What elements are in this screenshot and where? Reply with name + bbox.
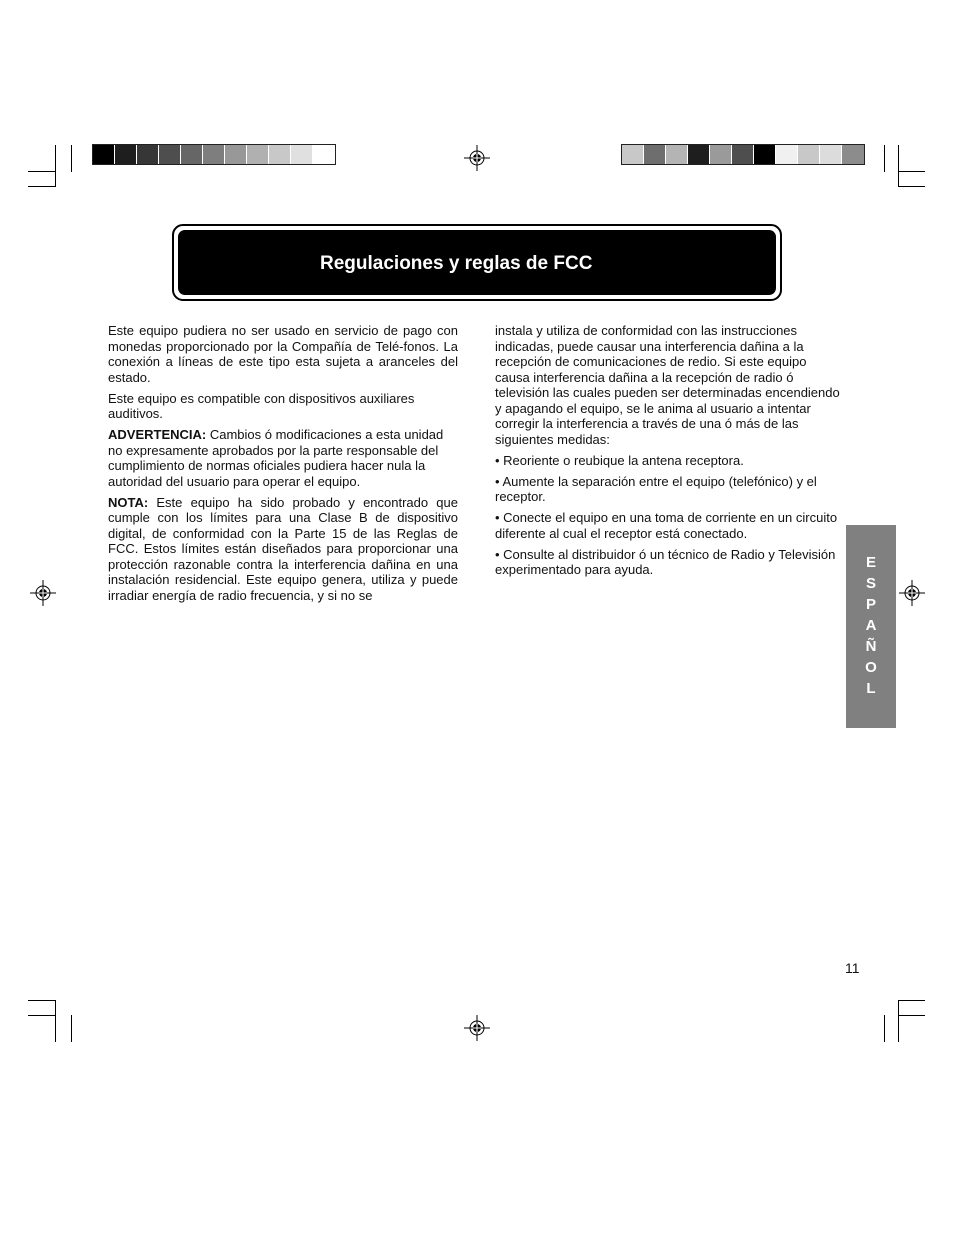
color-swatch bbox=[820, 145, 842, 164]
color-swatch bbox=[666, 145, 688, 164]
language-tab-letter: O bbox=[865, 659, 877, 676]
title-banner-fill bbox=[178, 230, 776, 295]
crop-mark bbox=[55, 1000, 56, 1042]
color-swatch bbox=[776, 145, 798, 164]
crop-mark bbox=[898, 145, 899, 187]
bullet-item: • Consulte al distribuidor ó un técnico de Radio y Televisión experimentado para ayuda. bbox=[495, 546, 836, 577]
left-column bbox=[108, 323, 458, 609]
color-swatch bbox=[115, 145, 137, 164]
color-swatch bbox=[732, 145, 754, 164]
crop-mark bbox=[884, 145, 885, 172]
color-bar-right bbox=[621, 144, 865, 165]
title-banner bbox=[172, 224, 782, 301]
language-tab-letter: E bbox=[865, 554, 876, 571]
language-tab-letter: Ñ bbox=[865, 638, 877, 655]
bullet-item: • Aumente la separación entre el equipo (telefónico) y el receptor. bbox=[495, 473, 817, 504]
color-swatch bbox=[225, 145, 247, 164]
color-swatch bbox=[269, 145, 291, 164]
paragraph: Este equipo pudiera no ser usado en servicio de pago con monedas proporcionado por la Compañía de Telé-fonos. La conexión a líneas de este tipo esta sujeta a aranceles del estado. bbox=[108, 323, 458, 385]
crop-mark bbox=[28, 186, 55, 187]
crop-mark bbox=[28, 171, 55, 172]
color-swatch bbox=[710, 145, 732, 164]
crop-mark bbox=[898, 1015, 925, 1016]
crop-mark bbox=[898, 1000, 925, 1001]
crop-mark bbox=[71, 1015, 72, 1042]
crop-mark bbox=[71, 145, 72, 172]
color-swatch bbox=[159, 145, 181, 164]
color-swatch bbox=[644, 145, 666, 164]
note-text: Este equipo ha sido probado y encontrado que cumple con los límites para una Clase B de dispositivo digital, de conformidad con la Parte 15 de las Reglas de FCC. Estos límites están diseñados para proporcionar una protección razonable contra la interferencia dañina en una instalación residencial. Este equipo genera, utiliza y puede irradiar energía de radio frecuencia, y si no se bbox=[108, 494, 458, 603]
registration-mark-icon bbox=[899, 580, 925, 606]
color-swatch bbox=[622, 145, 644, 164]
crop-mark bbox=[898, 186, 925, 187]
warning-label: ADVERTENCIA: bbox=[108, 427, 207, 442]
bullet-item: • Reoriente o reubique la antena receptora. bbox=[495, 452, 744, 468]
note-paragraph bbox=[108, 495, 458, 604]
crop-mark bbox=[28, 1015, 55, 1016]
language-tab-letter: L bbox=[866, 680, 876, 697]
color-swatch bbox=[313, 145, 335, 164]
color-swatch bbox=[181, 145, 203, 164]
paragraph: Este equipo es compatible con dispositivos auxiliares auditivos. bbox=[108, 390, 415, 421]
page-number: 11 bbox=[845, 960, 860, 976]
color-swatch bbox=[291, 145, 313, 164]
crop-mark bbox=[898, 1000, 899, 1042]
color-swatch bbox=[93, 145, 115, 164]
color-bar-left bbox=[92, 144, 336, 165]
registration-mark-icon bbox=[464, 145, 490, 171]
language-tab-letter: S bbox=[865, 575, 876, 592]
language-tab-letter: A bbox=[865, 617, 877, 634]
warning-text: Cambios ó modificaciones a esta unidad no expresamente aprobados por la parte responsable del cumplimiento de normas oficiales pudiera hacer nula la autoridad del usuario para operar el equipo. bbox=[108, 427, 444, 489]
note-label: NOTA: bbox=[108, 494, 149, 510]
crop-mark bbox=[28, 1000, 55, 1001]
color-swatch bbox=[203, 145, 225, 164]
color-swatch bbox=[842, 145, 864, 164]
color-swatch bbox=[798, 145, 820, 164]
color-swatch bbox=[754, 145, 776, 164]
paragraph: instala y utiliza de conformidad con las instrucciones indicadas, puede causar una interferencia dañina a la recepción de comunicaciones de redio. Si este equipo causa interferencia dañina a la recepción de radio ó televisión las cuales pueden ser determinadas encendiendo y apagando el equipo, se le anima al usuario a intentar corregir la interferencia a través de una ó más de las siguientes medidas: bbox=[495, 323, 840, 447]
language-tab-letter: P bbox=[865, 596, 876, 613]
color-swatch bbox=[247, 145, 269, 164]
page-title: Regulaciones y reglas de FCC bbox=[320, 253, 593, 274]
warning-paragraph bbox=[108, 427, 458, 489]
color-swatch bbox=[137, 145, 159, 164]
crop-mark bbox=[898, 171, 925, 172]
crop-mark bbox=[55, 145, 56, 187]
crop-mark bbox=[884, 1015, 885, 1042]
language-tab bbox=[846, 525, 896, 728]
color-swatch bbox=[688, 145, 710, 164]
right-column bbox=[495, 323, 840, 583]
registration-mark-icon bbox=[30, 580, 56, 606]
registration-mark-icon bbox=[464, 1015, 490, 1041]
bullet-item: • Conecte el equipo en una toma de corriente en un circuito diferente al cual el receptor está conectado. bbox=[495, 510, 838, 541]
